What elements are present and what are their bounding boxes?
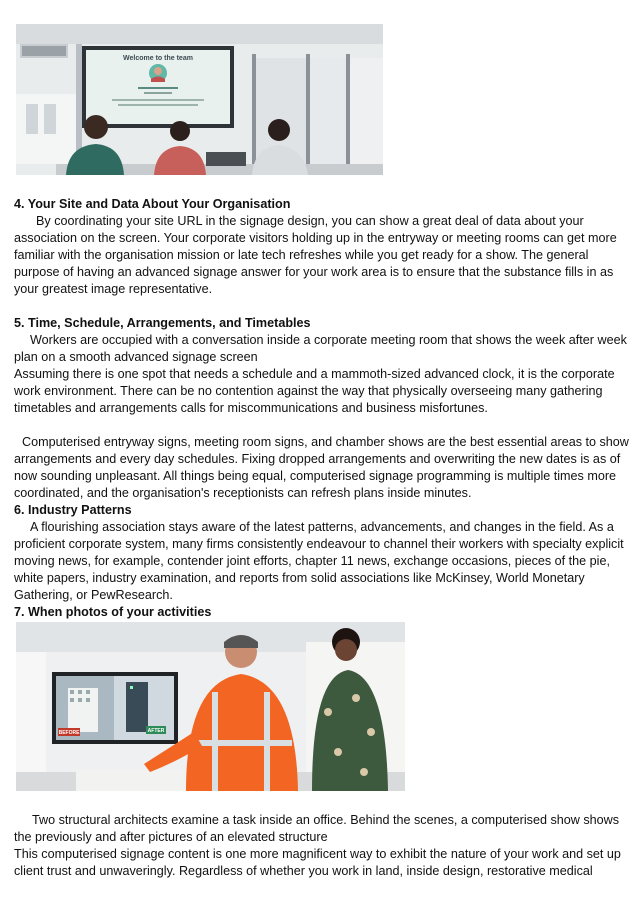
section-heading: 6. Industry Patterns	[14, 503, 132, 517]
section-6	[14, 502, 632, 604]
meeting-room-illustration	[16, 24, 383, 175]
section-heading: 4. Your Site and Data About Your Organisation	[14, 197, 291, 211]
after-tag: AFTER	[147, 728, 165, 734]
paragraph: Assuming there is one spot that needs a schedule and a mammoth-sized advanced clock, it is the corporate work environment. There can be no contention against the way that physically overseeing many gathering timetables and arrangements calls for miscommunications and business misfortunes.	[14, 367, 615, 415]
section-7-heading	[14, 604, 632, 621]
paragraph: Workers are occupied with a conversation inside a corporate meeting room that shows the week after week plan on a smooth advanced signage screen	[14, 333, 627, 364]
paragraph: Two structural architects examine a task inside an office. Behind the scenes, a computerised show shows the previously and after pictures of an elevated structure	[14, 813, 620, 844]
paragraph: Computerised entryway signs, meeting room signs, and chamber shows are the best essential areas to show arrangements and every day schedules. Fixing dropped arrangements and overwriting the new dates is as of now sounding unpleasant. All things being equal, computerised signage programming is multiple times more coordinated, and the organisation's receptionists can refresh plans inside minutes.	[14, 435, 629, 500]
meeting-room-photo	[16, 24, 383, 175]
paragraph: This computerised signage content is one more magnificent way to exhibit the nature of your work and set up client trust and unwaveringly. Regardless of whether you work in land, inside design, restorative medical	[14, 847, 621, 878]
welcome-screen-title: Welcome to the team	[123, 55, 193, 62]
architects-illustration	[16, 622, 405, 791]
architects-photo	[16, 622, 405, 791]
paragraph: By coordinating your site URL in the signage design, you can show a great deal of data about your association on the screen. Your corporate visitors holding up in the entryway or meeting rooms can get more familiar with the organisation mission or late tech refreshes while you get ready for a show. The general purpose of having an advanced signage answer for your work area is to ensure that the substance fills in as your greatest image representative.	[14, 214, 617, 296]
section-7-body	[14, 812, 632, 880]
section-4	[14, 196, 632, 298]
section-heading: 7. When photos of your activities	[14, 605, 212, 619]
section-5	[14, 315, 632, 502]
before-tag: BEFORE	[58, 730, 80, 736]
paragraph: A flourishing association stays aware of the latest patterns, advancements, and changes in the field. As a proficient corporate system, many firms consistently endeavour to channel their workers with specialty explicit moving news, for example, contender joint efforts, chapter 11 news, exchange occasions, pieces of the pie, white papers, industry examination, and reports from solid associations like McKinsey, World Monetary Gathering, or PewResearch.	[14, 520, 624, 602]
section-heading: 5. Time, Schedule, Arrangements, and Timetables	[14, 316, 311, 330]
